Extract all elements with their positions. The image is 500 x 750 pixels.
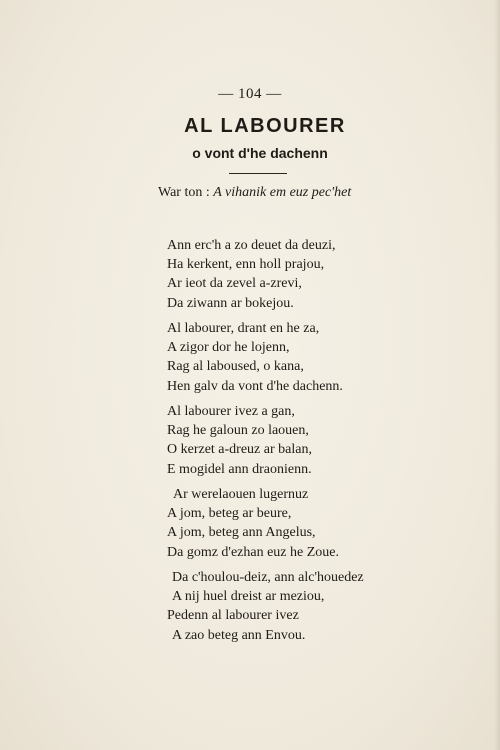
stanza-5 (167, 568, 364, 645)
verse-line: Pedenn al labourer ivez (167, 608, 299, 624)
page-edge-shadow (494, 0, 500, 750)
verse-line: A jom, beteg ar beure, (167, 506, 292, 522)
verse-line: A zigor dor he lojenn, (167, 340, 290, 356)
poem-subtitle: o vont d'he dachenn (192, 145, 328, 161)
verse-line: Da ziwann ar bokejou. (167, 295, 294, 311)
poem-title: AL LABOURER (184, 115, 346, 137)
verse-line: Hen galv da vont d'he dachenn. (167, 378, 343, 394)
tune-indication (158, 185, 351, 201)
tune-name: A vihanik em euz pec'het (213, 185, 352, 200)
verse-line: A zao beteg ann Envou. (172, 627, 306, 643)
tune-prefix: War ton : (158, 185, 214, 200)
verse-line: Ha kerkent, enn holl prajou, (167, 257, 325, 273)
verse-line: A jom, beteg ann Angelus, (167, 525, 316, 541)
title-divider (229, 173, 287, 174)
verse-line: Ar werelaouen lugernuz (173, 487, 309, 502)
stanza-1 (167, 236, 336, 313)
verse-line: A nij huel dreist ar meziou, (172, 589, 325, 605)
verse-line: Ann erc'h a zo deuet da deuzi, (167, 238, 336, 253)
verse-line: Al labourer, drant en he za, (167, 321, 320, 336)
page-number: — 104 — (218, 86, 282, 102)
verse-line: Rag al laboused, o kana, (167, 359, 304, 375)
verse-line: E mogidel ann draonienn. (167, 461, 312, 477)
stanza-2 (167, 319, 343, 396)
verse-line: Da c'houlou-deiz, ann alc'houedez (172, 570, 364, 585)
verse-line: Rag he galoun zo laouen, (167, 423, 309, 439)
verse-line: Ar ieot da zevel a-zrevi, (167, 276, 302, 292)
verse-line: Al labourer ivez a gan, (167, 404, 295, 419)
stanza-3 (167, 402, 312, 479)
stanza-4 (167, 485, 339, 562)
verse-line: Da gomz d'ezhan euz he Zoue. (167, 544, 339, 560)
verse-line: O kerzet a-dreuz ar balan, (167, 442, 312, 458)
